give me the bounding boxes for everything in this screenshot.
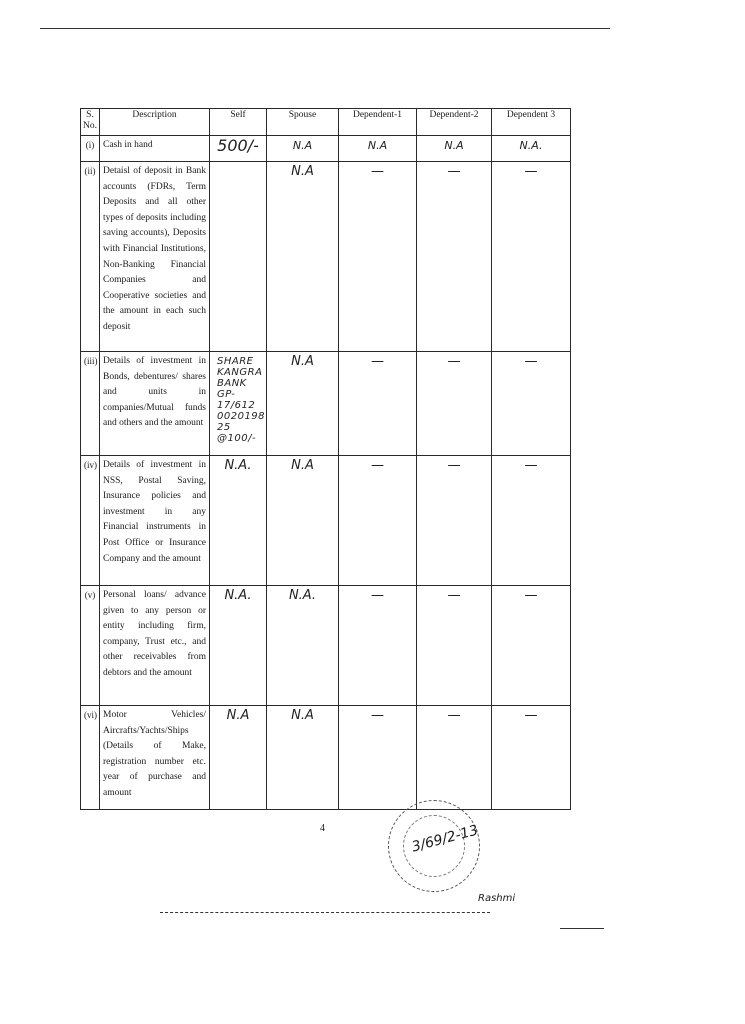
- handwritten-value: N.A: [292, 139, 313, 152]
- table-row: [81, 162, 571, 352]
- handwritten-value: —: [371, 354, 384, 369]
- row-dependent-2-value: [417, 136, 492, 162]
- handwritten-value: N.A: [226, 708, 250, 723]
- row-self-value: [210, 586, 267, 706]
- row-sno: (vi): [81, 706, 100, 810]
- handwritten-value: —: [524, 708, 538, 723]
- header-row: [81, 109, 571, 136]
- handwritten-value: N.A.: [224, 588, 252, 603]
- row-dependent-1-value: [339, 706, 417, 810]
- handwritten-value: N.A: [444, 139, 464, 152]
- table-row: [81, 352, 571, 456]
- row-spouse-value: [267, 706, 339, 810]
- row-sno: (i): [81, 136, 100, 162]
- handwritten-value: —: [371, 458, 384, 473]
- handwritten-value: N.A: [291, 458, 314, 473]
- row-dependent-2-value: [417, 586, 492, 706]
- row-description: Personal loans/ advance given to any person or entity including firm, company, Trust etc., and other receivables from debtors and the amount: [100, 586, 210, 706]
- row-self-value: [210, 456, 267, 586]
- row-dependent-1-value: [339, 162, 417, 352]
- row-spouse-value: [267, 162, 339, 352]
- row-dependent-1-value: [339, 352, 417, 456]
- handwritten-value: N.A: [291, 708, 314, 723]
- row-dependent-1-value: [339, 456, 417, 586]
- row-dependent-3-value: [492, 352, 571, 456]
- handwritten-value: N.A: [291, 354, 314, 369]
- scan-line-bottom-right: [560, 928, 604, 929]
- handwritten-value: —: [447, 164, 461, 179]
- row-description: Details of investment in NSS, Postal Saving, Insurance policies and investment in any Financial instruments in Post Office or Insurance Company and the amount: [100, 456, 210, 586]
- row-description: Details of investment in Bonds, debentures/ shares and units in companies/Mutual funds and others and the amount: [100, 352, 210, 456]
- row-dependent-2-value: [417, 706, 492, 810]
- table-row: [81, 136, 571, 162]
- handwritten-value: —: [524, 458, 538, 473]
- header-spouse: Spouse: [267, 109, 339, 136]
- row-sno: (iii): [81, 352, 100, 456]
- row-self-value: [210, 136, 267, 162]
- scan-line-top: [40, 28, 610, 29]
- handwritten-value: —: [447, 458, 461, 473]
- row-description: Cash in hand: [100, 136, 210, 162]
- page-number: 4: [320, 823, 325, 834]
- handwritten-value: N.A.: [519, 139, 543, 152]
- row-self-value: [210, 162, 267, 352]
- row-spouse-value: [267, 586, 339, 706]
- table-row: [81, 586, 571, 706]
- row-self-value: [210, 706, 267, 810]
- header-dependent-2: Dependent-2: [417, 109, 492, 136]
- row-sno: (iv): [81, 456, 100, 586]
- row-description: Detaisl of deposit in Bank accounts (FDRs, Term Deposits and all other types of deposits including saving accounts), Deposits with Financial Institutions, Non-Banking Financial Companies and Cooperative societies and the amount in each such deposit: [100, 162, 210, 352]
- row-spouse-value: [267, 456, 339, 586]
- row-dependent-3-value: [492, 136, 571, 162]
- row-self-value: [210, 352, 267, 456]
- handwritten-value: N.A.: [224, 458, 252, 473]
- row-dependent-1-value: [339, 586, 417, 706]
- row-dependent-3-value: [492, 706, 571, 810]
- header-sno: S. No.: [81, 109, 100, 136]
- row-dependent-3-value: [492, 456, 571, 586]
- handwritten-value: —: [524, 164, 538, 179]
- scan-line-bottom: [160, 912, 490, 913]
- assets-table: [80, 108, 571, 810]
- handwritten-value: —: [371, 708, 384, 723]
- header-self: Self: [210, 109, 267, 136]
- row-dependent-2-value: [417, 162, 492, 352]
- row-spouse-value: [267, 352, 339, 456]
- row-sno: (v): [81, 586, 100, 706]
- handwritten-value: 500/-: [217, 136, 259, 155]
- signature: Rashmi: [478, 893, 516, 904]
- row-dependent-2-value: [417, 456, 492, 586]
- stamp-handwriting: 3/69/2-13: [410, 822, 480, 856]
- table-row: [81, 706, 571, 810]
- row-dependent-1-value: [339, 136, 417, 162]
- table-row: [81, 456, 571, 586]
- row-spouse-value: [267, 136, 339, 162]
- handwritten-value: —: [371, 588, 384, 603]
- handwritten-value: —: [524, 588, 538, 603]
- handwritten-note: SHARE KANGRA BANK GP-17/612 0020198 25 @100/-: [217, 356, 266, 444]
- row-description: Motor Vehicles/ Aircrafts/Yachts/Ships (Details of Make, registration number etc. year of purchase and amount: [100, 706, 210, 810]
- handwritten-value: —: [524, 354, 538, 369]
- header-dependent-3: Dependent 3: [492, 109, 571, 136]
- handwritten-value: N.A: [291, 164, 314, 179]
- handwritten-value: N.A.: [288, 588, 317, 603]
- row-dependent-2-value: [417, 352, 492, 456]
- row-sno: (ii): [81, 162, 100, 352]
- official-stamp: [388, 800, 480, 892]
- handwritten-value: —: [447, 588, 461, 603]
- header-description: Description: [100, 109, 210, 136]
- handwritten-value: —: [371, 164, 384, 179]
- header-dependent-1: Dependent-1: [339, 109, 417, 136]
- row-dependent-3-value: [492, 162, 571, 352]
- row-dependent-3-value: [492, 586, 571, 706]
- handwritten-value: —: [447, 354, 461, 369]
- handwritten-value: N.A: [367, 139, 388, 152]
- handwritten-value: —: [447, 708, 461, 723]
